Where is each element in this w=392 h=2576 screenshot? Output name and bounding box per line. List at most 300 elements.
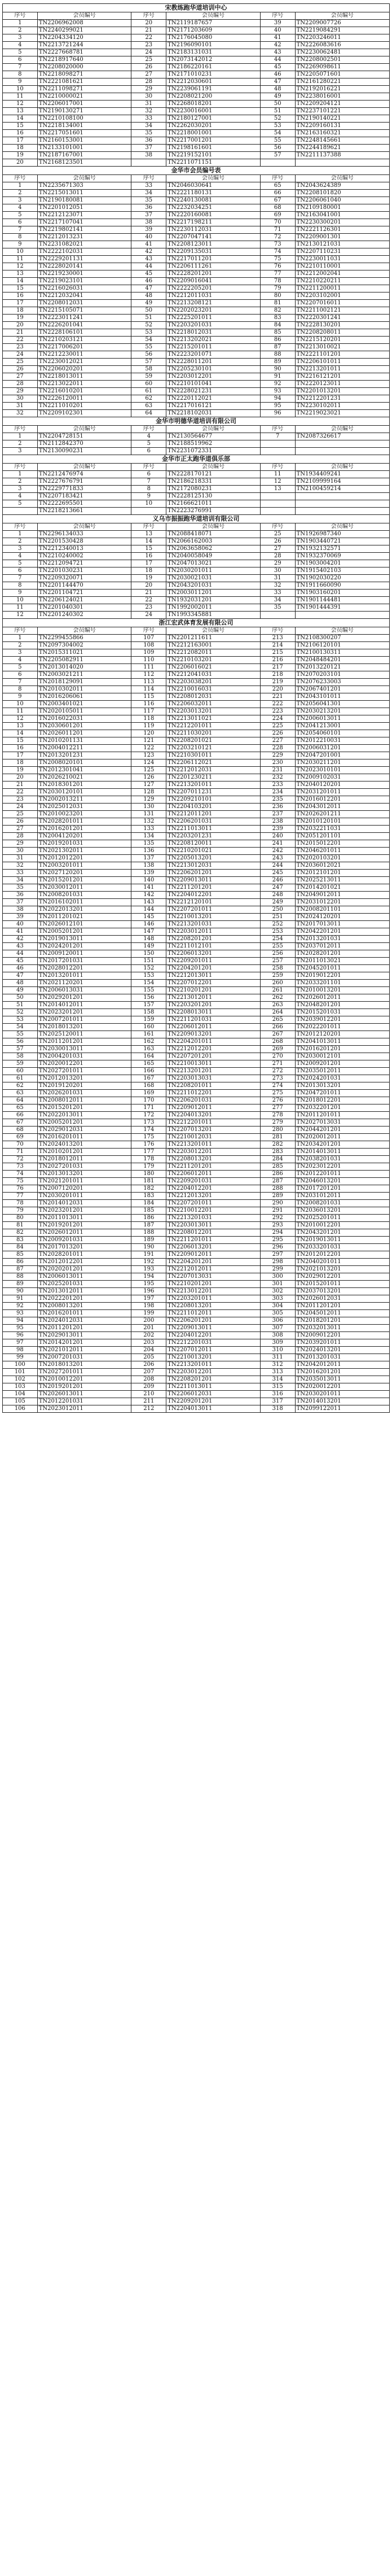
serial-cell: 24 [3,804,38,811]
member-id-cell: TN2024012031 [37,1317,131,1325]
serial-cell: 263 [260,1002,295,1009]
table-row [3,538,390,545]
serial-cell: 212 [131,1405,166,1413]
member-id-cell: TN2026012011 [295,994,389,1002]
serial-cell: 226 [260,730,295,737]
table-row [3,804,390,811]
table-row [3,1082,390,1090]
serial-cell: 8 [3,686,38,693]
member-id-cell: TN2213012011 [166,994,261,1002]
serial-cell: 238 [260,818,295,826]
serial-cell: 209 [131,1383,166,1391]
table-row [3,840,390,848]
member-id-cell: TN2207201011 [166,1200,261,1207]
serial-cell: 7 [260,433,295,440]
member-id-cell: TN2240130081 [166,197,261,204]
member-id-cell: TN2073142012 [166,56,261,64]
member-id-cell: TN2208123011 [166,241,261,248]
member-id-cell: TN2208120011 [166,840,261,848]
serial-cell: 302 [260,1288,295,1295]
member-id-cell: TN2016201201 [37,826,131,833]
member-id-cell: TN2212013201 [166,1193,261,1200]
member-id-cell: TN1902030220 [295,575,389,582]
member-id-cell: TN2019201201 [37,1383,131,1391]
member-id-cell: TN2210110001 [295,263,389,270]
serial-cell: 134 [131,833,166,840]
table-row [3,899,390,906]
member-id-cell: TN2109999164 [295,478,389,486]
member-id-cell: TN2025012031 [37,804,131,811]
serial-cell: 25 [131,56,166,64]
serial-cell: 148 [131,936,166,943]
table-row [3,1273,390,1281]
serial-cell: 130 [131,804,166,811]
member-id-cell: TN2020105011 [37,708,131,715]
member-id-cell: TN2217001201 [166,137,261,145]
member-id-cell: TN2028201201 [295,950,389,958]
serial-cell: 4 [3,657,38,664]
serial-cell: 39 [131,226,166,234]
member-id-cell: TN2207047141 [166,234,261,241]
member-id-cell: TN2213012201 [166,1288,261,1295]
serial-cell: 34 [260,597,295,604]
header-serial: 序号 [131,12,166,20]
member-id-cell: TN2015201201 [37,1104,131,1112]
serial-cell: 71 [260,226,295,234]
table-row [3,1398,390,1405]
table-row [3,1075,390,1082]
member-id-cell: TN2026013011 [37,1391,131,1398]
member-id-cell: TN2019013011 [295,1237,389,1244]
serial-cell: 243 [260,855,295,862]
member-id-cell: TN2217051601 [37,130,131,137]
serial-cell: 9 [3,693,38,701]
member-id-cell: TN1903440721 [295,538,389,545]
serial-cell: 14 [3,278,38,285]
table-row [3,560,390,567]
table-row [3,1369,390,1376]
serial-cell: 200 [131,1317,166,1325]
member-id-cell: TN2217011201 [166,256,261,263]
serial-cell: 228 [260,745,295,752]
table-row [3,994,390,1002]
member-id-cell: TN2212476974 [37,471,131,478]
member-id-cell: TN2013201031 [295,936,389,943]
serial-cell: 204 [131,1347,166,1354]
member-id-cell: TN2030201011 [295,1391,389,1398]
table-row [3,1288,390,1295]
member-id-cell: TN2213201011 [166,1361,261,1369]
serial-cell: 18 [131,567,166,575]
serial-cell: 186 [131,1215,166,1222]
serial-cell: 63 [131,403,166,410]
table-row [3,914,390,921]
member-id-cell: TN2011201201 [37,1038,131,1046]
serial-cell: 316 [260,1391,295,1398]
member-id-cell: TN2009102031 [295,774,389,781]
serial-cell: 154 [131,980,166,987]
serial-cell: 128 [131,789,166,796]
serial-cell: 293 [260,1222,295,1229]
member-id-cell: TN2027201031 [37,1163,131,1171]
serial-cell: 239 [260,826,295,833]
member-id-cell: TN2228125130 [166,493,261,500]
serial-cell: 79 [3,1207,38,1215]
serial-cell: 113 [131,679,166,686]
member-id-cell: TN2048484201 [295,657,389,664]
member-id-cell: TN2213201011 [166,781,261,789]
serial-cell: 213 [260,635,295,642]
serial-cell: 278 [260,1112,295,1119]
member-id-cell: TN2043101011 [295,693,389,701]
table-row [3,1024,390,1031]
serial-cell: 7 [3,575,38,582]
member-id-cell: TN2119187657 [166,20,261,27]
serial-cell: 116 [131,701,166,708]
serial-cell: 72 [260,234,295,241]
member-id-cell: TN2217016121 [166,403,261,410]
serial-cell: 253 [260,928,295,936]
member-id-cell: TN2026011201 [37,730,131,737]
member-id-cell: TN2207012011 [166,1347,261,1354]
serial-cell: 53 [131,329,166,337]
table-row [3,1229,390,1237]
member-id-cell: TN2016201201 [295,1046,389,1053]
serial-cell: 174 [131,1127,166,1134]
serial-cell: 88 [3,1273,38,1281]
header-serial: 序号 [131,464,166,471]
member-id-cell: TN2063658062 [166,545,261,553]
serial-cell: 273 [260,1075,295,1082]
serial-cell: 64 [131,410,166,417]
member-id-cell: TN2216010201 [37,388,131,395]
member-id-cell: TN2186220161 [166,64,261,71]
serial-cell: 237 [260,811,295,818]
serial-cell: 24 [131,612,166,619]
serial-cell: 41 [260,34,295,42]
serial-cell: 3 [3,649,38,657]
member-id-cell: TN2015201201 [37,877,131,884]
member-id-cell: TN2041013011 [295,1038,389,1046]
table-row [3,1325,390,1332]
member-id-cell: TN2112842370 [37,440,131,448]
table-row [3,1046,390,1053]
member-id-cell: TN2229771833 [37,486,131,493]
serial-cell: 37 [3,899,38,906]
header-member-id: 会员编号 [295,426,389,433]
serial-cell: 246 [260,877,295,884]
member-id-cell: TN2108300207 [295,635,389,642]
serial-cell: 133 [131,826,166,833]
serial-cell: 19 [3,767,38,774]
member-id-cell: TN2018201201 [295,1317,389,1325]
serial-cell: 208 [131,1376,166,1383]
member-id-cell: TN2018012011 [37,1156,131,1163]
member-id-cell: TN2296134033 [37,531,131,538]
member-id-cell: TN2024201201 [37,943,131,950]
member-id-cell: TN2207012201 [166,980,261,987]
member-id-cell: TN2212013231 [37,234,131,241]
serial-cell: 84 [260,322,295,329]
serial-cell [260,448,295,455]
serial-cell: 72 [3,1156,38,1163]
member-id-cell: TN2206032011 [166,701,261,708]
header-member-id: 会员编号 [37,627,131,635]
serial-cell: 249 [260,899,295,906]
header-member-id: 会员编号 [295,464,389,471]
member-id-cell: TN1993345881 [166,612,261,619]
serial-cell: 49 [260,93,295,101]
member-id-cell: TN2100459214 [295,486,389,493]
serial-cell: 9 [3,590,38,597]
table-row [3,1295,390,1303]
serial-cell: 310 [260,1347,295,1354]
member-id-cell: TN2026012031 [295,1295,389,1303]
member-id-cell: TN2030021031 [166,575,261,582]
member-id-cell: TN2220112021 [166,395,261,403]
serial-cell: 3 [3,197,38,204]
serial-cell: 251 [260,914,295,921]
serial-cell: 58 [3,1053,38,1060]
member-id-cell: TN2226201041 [37,322,131,329]
table-row [3,307,390,315]
serial-cell: 272 [260,1068,295,1075]
member-id-cell: TN2210103201 [166,657,261,664]
member-id-cell: TN2013201231 [37,752,131,759]
serial-cell: 12 [3,101,38,108]
table-row [3,115,390,123]
serial-cell: 92 [3,1303,38,1310]
serial-cell: 170 [131,1097,166,1104]
serial-cell: 102 [3,1376,38,1383]
serial-cell: 88 [260,351,295,359]
serial-cell: 17 [131,560,166,567]
member-id-cell: TN2009201201 [295,1060,389,1068]
serial-cell: 137 [131,855,166,862]
table-row [3,1215,390,1222]
serial-cell: 40 [260,27,295,34]
serial-cell: 6 [131,471,166,478]
member-id-cell: TN2036013201 [295,1207,389,1215]
serial-cell [260,493,295,500]
serial-cell: 44 [3,950,38,958]
member-id-cell: TN2011013021 [295,958,389,965]
member-id-cell: TN2031201011 [295,789,389,796]
member-id-cell: TN2024120201 [295,914,389,921]
member-id-cell: TN2231082021 [37,241,131,248]
member-id-cell: TN2206012011 [166,1024,261,1031]
table-row [3,64,390,71]
member-id-cell: TN2208002501 [295,56,389,64]
serial-cell: 7 [3,64,38,71]
serial-cell: 193 [131,1266,166,1273]
member-id-cell: TN2212012011 [166,1266,261,1273]
serial-cell: 48 [3,980,38,987]
member-id-cell: TN2030120101 [37,789,131,796]
serial-cell: 266 [260,1024,295,1031]
serial-cell: 297 [260,1251,295,1259]
serial-cell: 35 [260,604,295,612]
member-id-cell: TN2032201201 [295,1104,389,1112]
serial-cell: 258 [260,965,295,972]
serial-cell: 161 [131,1031,166,1038]
table-row [3,248,390,256]
member-id-cell: TN2043012011 [295,804,389,811]
serial-cell: 160 [131,1024,166,1031]
member-id-cell: TN2016102011 [37,899,131,906]
serial-cell: 48 [131,292,166,300]
member-id-cell: TN2190180081 [37,197,131,204]
header-serial: 序号 [3,426,38,433]
serial-cell: 6 [3,567,38,575]
member-id-cell: TN2097304002 [37,642,131,649]
member-id-cell: TN2018301201 [37,781,131,789]
serial-cell: 118 [131,715,166,723]
member-id-cell: TN2026012011 [37,1229,131,1237]
serial-cell: 167 [131,1075,166,1082]
serial-cell: 1 [3,531,38,538]
serial-cell: 285 [260,1163,295,1171]
serial-cell: 179 [131,1163,166,1171]
serial-cell: 156 [131,994,166,1002]
member-id-cell: TN2210108100 [37,115,131,123]
serial-cell: 6 [3,56,38,64]
serial-cell: 120 [131,730,166,737]
serial-cell: 178 [131,1156,166,1163]
table-row [3,789,390,796]
serial-cell: 39 [3,914,38,921]
member-id-cell: TN2020012201 [37,1060,131,1068]
serial-cell: 271 [260,1060,295,1068]
serial-cell: 7 [131,478,166,486]
member-id-cell: TN2218134001 [37,123,131,130]
member-id-cell: TN2005201201 [37,1119,131,1127]
table-row [3,182,390,190]
serial-cell: 89 [260,359,295,366]
table-row [3,1002,390,1009]
table-row [3,567,390,575]
member-id-cell: TN2226083616 [295,42,389,49]
serial-cell: 56 [131,351,166,359]
member-id-cell: TN2056041301 [295,701,389,708]
member-id-cell: TN2206017001 [37,101,131,108]
section-title: 金华市明德华道培训有限公司 [3,417,390,426]
member-id-cell: TN2212032041 [37,292,131,300]
table-row [3,190,390,197]
table-row [3,1222,390,1229]
serial-cell: 108 [131,642,166,649]
table-row [3,892,390,899]
header-serial: 序号 [260,175,295,182]
serial-cell: 28 [3,381,38,388]
member-id-cell: TN2268018201 [166,101,261,108]
serial-cell: 165 [131,1060,166,1068]
member-id-cell: TN2021302011 [37,848,131,855]
table-row [3,322,390,329]
member-id-cell: TN2026012101 [37,921,131,928]
member-id-cell: TN2212011031 [166,292,261,300]
serial-cell: 256 [260,950,295,958]
member-id-cell: TN2209160131 [295,123,389,130]
serial-cell: 121 [131,737,166,745]
table-row [3,811,390,818]
member-id-cell: TN2230062481 [295,49,389,56]
member-id-cell: TN2201040301 [37,604,131,612]
member-id-cell: TN2210203121 [37,337,131,344]
member-id-cell: TN2212013011 [166,972,261,980]
serial-cell: 47 [131,285,166,292]
table-row [3,329,390,337]
serial-cell: 35 [3,884,38,892]
member-id-cell: TN2212082011 [166,649,261,657]
serial-cell: 10 [3,86,38,93]
member-id-cell: TN2203102001 [295,292,389,300]
serial-cell: 286 [260,1171,295,1178]
serial-cell: 85 [260,329,295,337]
serial-cell: 21 [131,27,166,34]
serial-cell: 162 [131,1038,166,1046]
member-id-cell [295,508,389,515]
member-id-cell: TN2008013201 [37,1303,131,1310]
serial-cell: 3 [3,448,38,455]
table-row [3,723,390,730]
member-id-cell: TN2212011201 [166,811,261,818]
serial-cell: 143 [131,899,166,906]
header-member-id: 会员编号 [166,523,261,531]
member-id-cell: TN2018013201 [37,1024,131,1031]
member-id-cell: TN2010302011 [37,686,131,693]
serial-cell: 206 [131,1361,166,1369]
member-id-cell: TN2021120201 [37,980,131,987]
member-register-body [3,4,390,1413]
table-row [3,1383,390,1391]
serial-cell: 157 [131,1002,166,1009]
member-id-cell: TN2219152101 [166,152,261,159]
member-id-cell: TN2012101201 [295,870,389,877]
member-id-cell: TN2013013201 [295,1082,389,1090]
serial-cell: 101 [3,1369,38,1376]
serial-cell: 22 [131,34,166,42]
serial-cell: 135 [131,840,166,848]
serial-cell: 214 [260,642,295,649]
serial-cell: 172 [131,1112,166,1119]
serial-cell: 245 [260,870,295,877]
serial-cell: 16 [3,745,38,752]
serial-cell: 317 [260,1398,295,1405]
column-header-row [3,523,390,531]
table-row [3,987,390,994]
member-id-cell: TN2207013201 [166,1127,261,1134]
serial-cell: 100 [3,1361,38,1369]
section-title: 义乌市振振跑华道培训有限公司 [3,515,390,523]
serial-cell: 59 [131,373,166,381]
member-id-cell: TN2013201031 [295,1354,389,1361]
serial-cell: 70 [260,219,295,226]
member-id-cell: TN2212201031 [166,1339,261,1347]
table-row [3,49,390,56]
serial-cell: 18 [3,145,38,152]
section-title-row [3,167,390,175]
member-id-cell: TN2213202021 [166,337,261,344]
header-member-id: 会员编号 [166,175,261,182]
member-id-cell: TN2180127001 [166,115,261,123]
member-id-cell: TN2028012201 [37,965,131,972]
member-id-cell: TN2218013011 [37,373,131,381]
member-id-cell: TN2221101201 [295,351,389,359]
serial-cell: 145 [131,914,166,921]
member-id-cell: TN2008012011 [37,1097,131,1104]
member-id-cell: TN2208208011 [295,329,389,337]
